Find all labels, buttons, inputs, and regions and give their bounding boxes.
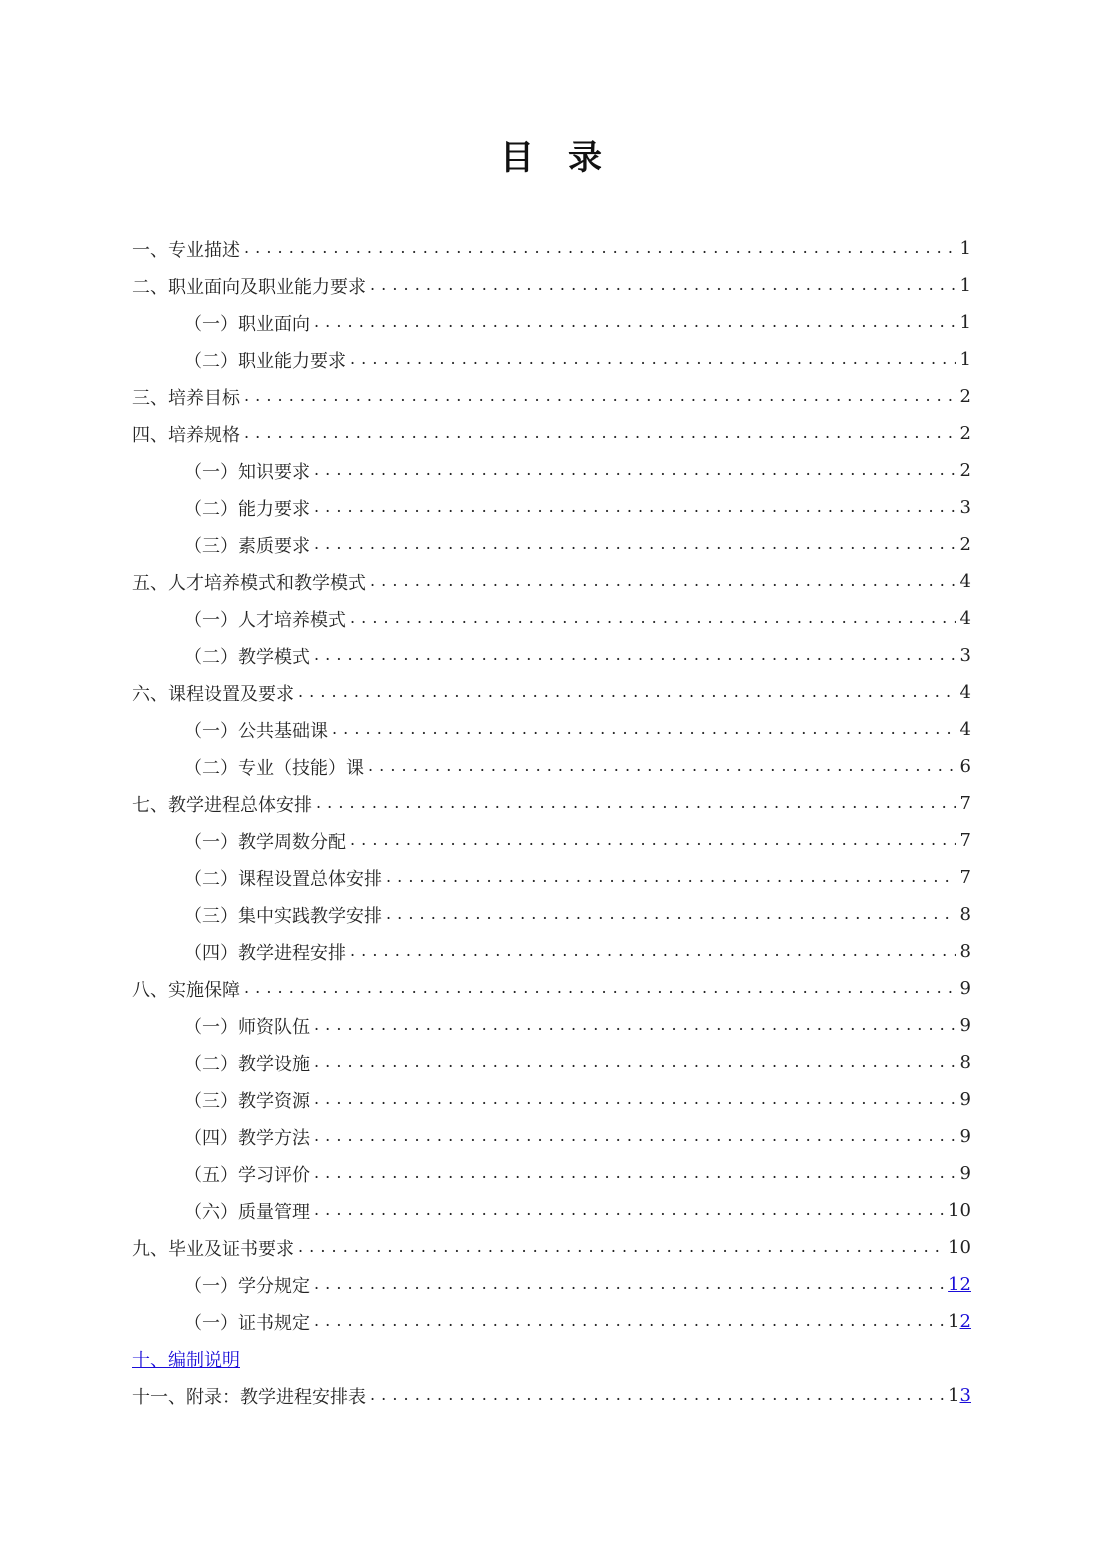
toc-page-number — [948, 1311, 971, 1332]
toc-entry-label: 一、专业描述 — [132, 239, 240, 261]
toc-entry-label: （一）教学周数分配 — [184, 831, 346, 853]
toc-leader-dots — [314, 312, 956, 334]
toc-entry[interactable] — [132, 304, 971, 341]
toc-entry[interactable] — [132, 1007, 971, 1044]
toc-page-number: 8 — [959, 904, 971, 925]
toc-entry-label: （一）人才培养模式 — [184, 609, 346, 631]
toc-leader-dots — [244, 423, 956, 445]
toc-page-number-link[interactable]: 12 — [948, 1274, 971, 1295]
toc-leader-dots — [386, 904, 956, 926]
toc-leader-dots — [314, 1089, 956, 1111]
toc-entry-label: 三、培养目标 — [132, 387, 240, 409]
toc-page-number: 8 — [959, 1052, 971, 1073]
toc-page-number — [948, 1274, 971, 1295]
toc-page-number: 10 — [948, 1237, 971, 1258]
toc-entry-label: （三）教学资源 — [184, 1090, 310, 1112]
toc-leader-dots — [350, 608, 956, 630]
toc-entry-label: （二）专业（技能）课 — [184, 757, 364, 779]
toc-entry-label: （二）职业能力要求 — [184, 350, 346, 372]
toc-page-number: 7 — [959, 867, 971, 888]
toc-leader-dots — [368, 756, 956, 778]
toc-entry-label: 六、课程设置及要求 — [132, 683, 294, 705]
toc-page-number: 2 — [959, 534, 971, 555]
toc-leader-dots — [244, 978, 956, 1000]
toc-leader-dots — [332, 719, 956, 741]
toc-entry-label: 八、实施保障 — [132, 979, 240, 1001]
toc-entry[interactable] — [132, 600, 971, 637]
toc-page-number: 4 — [959, 608, 971, 629]
toc-entry[interactable] — [132, 1377, 971, 1414]
toc-leader-dots — [314, 497, 956, 519]
toc-entry[interactable] — [132, 267, 971, 304]
toc-entry-label: 九、毕业及证书要求 — [132, 1238, 294, 1260]
toc-entry[interactable] — [132, 341, 971, 378]
toc-page-number: 3 — [959, 497, 971, 518]
toc-entry[interactable] — [132, 933, 971, 970]
toc-leader-dots — [370, 571, 956, 593]
toc-entry-label: （二）教学模式 — [184, 646, 310, 668]
toc-page-number: 3 — [959, 645, 971, 666]
toc-page-number: 2 — [959, 386, 971, 407]
toc-entry[interactable] — [132, 563, 971, 600]
toc-page-number: 9 — [959, 1015, 971, 1036]
toc-page-number: 1 — [959, 349, 971, 370]
toc-page-number-plain: 1 — [948, 1311, 960, 1332]
toc-leader-dots — [244, 386, 956, 408]
toc-entry[interactable] — [132, 452, 971, 489]
toc-leader-dots — [314, 1163, 956, 1185]
toc-entry-label: （一）职业面向 — [184, 313, 310, 335]
toc-entry[interactable] — [132, 1303, 971, 1340]
toc-entry[interactable] — [132, 711, 971, 748]
toc-entry[interactable] — [132, 859, 971, 896]
toc-page-number: 9 — [959, 978, 971, 999]
toc-page-number: 7 — [959, 830, 971, 851]
toc-leader-dots — [298, 682, 956, 704]
toc-entry-label: （一）师资队伍 — [184, 1016, 310, 1038]
toc-entry-label: 四、培养规格 — [132, 424, 240, 446]
toc-entry-label: （二）课程设置总体安排 — [184, 868, 382, 890]
toc-entry[interactable] — [132, 637, 971, 674]
toc-entry-label: （二）教学设施 — [184, 1053, 310, 1075]
toc-page-number: 8 — [959, 941, 971, 962]
toc-entry[interactable] — [132, 415, 971, 452]
toc-page-number: 9 — [959, 1126, 971, 1147]
toc-entry[interactable] — [132, 822, 971, 859]
toc-entry[interactable] — [132, 674, 971, 711]
toc-page-number: 1 — [959, 238, 971, 259]
toc-entry[interactable] — [132, 1081, 971, 1118]
toc-leader-dots — [314, 1052, 956, 1074]
toc-entry-label[interactable]: 十、编制说明 — [132, 1349, 240, 1371]
toc-page-number: 6 — [959, 756, 971, 777]
toc-page-number: 9 — [959, 1089, 971, 1110]
toc-page-number: 2 — [959, 460, 971, 481]
toc-entry-label: （四）教学方法 — [184, 1127, 310, 1149]
toc-entry[interactable] — [132, 230, 971, 267]
toc-leader-dots — [314, 1015, 956, 1037]
toc-entry[interactable] — [132, 1229, 971, 1266]
toc-entry-label: 十一、附录：教学进程安排表 — [132, 1386, 366, 1408]
toc-page-number: 1 — [959, 275, 971, 296]
table-of-contents — [132, 230, 971, 1414]
toc-leader-dots — [244, 238, 956, 260]
toc-entry-label: （四）教学进程安排 — [184, 942, 346, 964]
toc-leader-dots — [370, 275, 956, 297]
toc-leader-dots — [314, 645, 956, 667]
toc-leader-dots — [350, 941, 956, 963]
toc-entry[interactable] — [132, 378, 971, 415]
page-title — [0, 130, 1102, 179]
toc-entry[interactable] — [132, 489, 971, 526]
toc-leader-dots — [350, 349, 956, 371]
toc-leader-dots — [386, 867, 956, 889]
toc-entry[interactable] — [132, 1192, 971, 1229]
toc-entry[interactable] — [132, 1266, 971, 1303]
toc-entry[interactable] — [132, 1118, 971, 1155]
toc-entry-label: 七、教学进程总体安排 — [132, 794, 312, 816]
toc-leader-dots — [314, 1311, 944, 1333]
toc-entry[interactable] — [132, 1044, 971, 1081]
toc-leader-dots — [314, 1274, 944, 1296]
toc-entry[interactable] — [132, 1340, 971, 1377]
toc-entry-label: 五、人才培养模式和教学模式 — [132, 572, 366, 594]
toc-leader-dots — [370, 1385, 944, 1407]
toc-entry-label: （一）知识要求 — [184, 461, 310, 483]
toc-page-number-link[interactable]: 3 — [959, 1385, 971, 1406]
toc-entry-label: （五）学习评价 — [184, 1164, 310, 1186]
title-char-2: 录 — [568, 138, 602, 178]
toc-page-number: 9 — [959, 1163, 971, 1184]
toc-page-number-plain: 1 — [948, 1385, 960, 1406]
toc-entry-label: （六）质量管理 — [184, 1201, 310, 1223]
toc-entry-label: 二、职业面向及职业能力要求 — [132, 276, 366, 298]
toc-page-number: 4 — [959, 571, 971, 592]
toc-entry-label: （一）学分规定 — [184, 1275, 310, 1297]
toc-entry[interactable] — [132, 748, 971, 785]
toc-entry[interactable] — [132, 896, 971, 933]
toc-page-number: 4 — [959, 682, 971, 703]
title-char-1: 目 — [500, 138, 534, 178]
toc-entry[interactable] — [132, 785, 971, 822]
toc-leader-dots — [350, 830, 956, 852]
toc-page-number — [948, 1385, 971, 1406]
toc-entry-label: （一）证书规定 — [184, 1312, 310, 1334]
toc-leader-dots — [316, 793, 956, 815]
toc-leader-dots — [314, 534, 956, 556]
toc-entry-label: （三）集中实践教学安排 — [184, 905, 382, 927]
toc-page-number: 7 — [959, 793, 971, 814]
toc-entry[interactable] — [132, 970, 971, 1007]
toc-entry[interactable] — [132, 526, 971, 563]
toc-entry-label: （二）能力要求 — [184, 498, 310, 520]
toc-page-number: 1 — [959, 312, 971, 333]
toc-leader-dots — [314, 460, 956, 482]
toc-entry-label: （一）公共基础课 — [184, 720, 328, 742]
toc-leader-dots — [314, 1200, 944, 1222]
toc-page-number: 10 — [948, 1200, 971, 1221]
toc-leader-dots — [314, 1126, 956, 1148]
toc-entry[interactable] — [132, 1155, 971, 1192]
toc-page-number: 2 — [959, 423, 971, 444]
toc-page-number: 4 — [959, 719, 971, 740]
toc-page-number-link[interactable]: 2 — [959, 1311, 971, 1332]
toc-entry-label: （三）素质要求 — [184, 535, 310, 557]
toc-leader-dots — [298, 1237, 944, 1259]
